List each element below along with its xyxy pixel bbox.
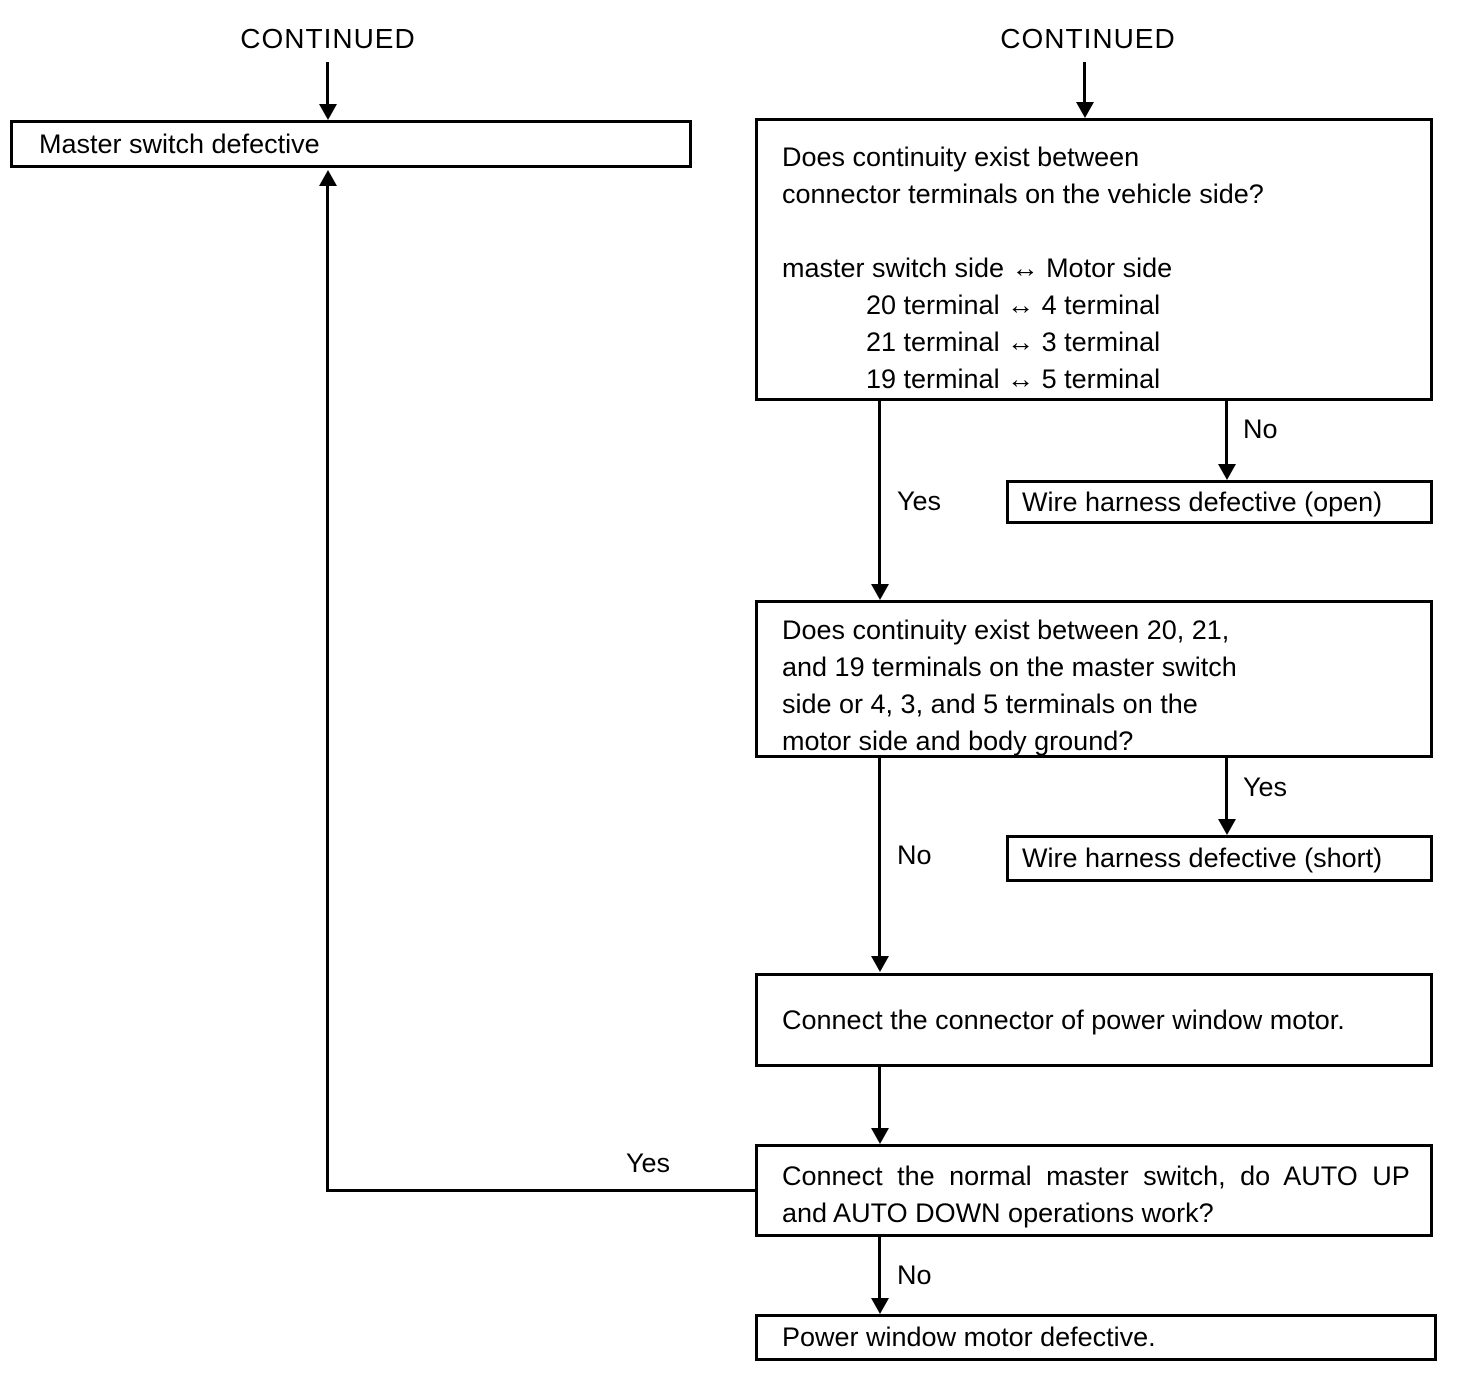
continued-left-arrow-line <box>326 62 329 108</box>
q1-no-arrowhead <box>1218 464 1236 480</box>
q2-no-arrowhead <box>871 956 889 972</box>
q1-yes-line <box>878 401 881 586</box>
q2-line1: Does continuity exist between 20, 21, <box>782 615 1230 645</box>
auto-operation-question-box <box>755 1144 1433 1237</box>
continued-left-arrowhead-down <box>319 104 337 120</box>
wire-harness-open-box <box>1006 480 1433 524</box>
q1-no-label: No <box>1243 414 1278 444</box>
return-line-horizontal <box>326 1189 756 1192</box>
action1-arrowhead <box>871 1128 889 1144</box>
q1-pair-row: 21 terminal ↔ 3 terminal <box>866 327 1161 357</box>
q2-yes-label: Yes <box>1243 772 1288 802</box>
q2-line2: and 19 terminals on the master switch <box>782 652 1237 682</box>
continuity-body-ground-box <box>755 600 1433 758</box>
continued-right-arrowhead-down <box>1076 102 1094 118</box>
q3-line1: Connect the normal master switch, do AUTO UP <box>782 1161 1410 1191</box>
q1-pair-row: 19 terminal ↔ 5 terminal <box>866 364 1161 394</box>
continued-label-right: CONTINUED <box>1000 23 1176 54</box>
q1-no-line <box>1225 401 1228 466</box>
return-line-vertical <box>326 184 329 1192</box>
continued-label-left: CONTINUED <box>240 23 416 54</box>
q1-line2: connector terminals on the vehicle side? <box>782 179 1264 209</box>
power-window-motor-defective-box <box>755 1314 1437 1361</box>
q1-line1: Does continuity exist between <box>782 142 1140 172</box>
action1-arrow-line <box>878 1067 881 1130</box>
q1-yes-arrowhead <box>871 584 889 600</box>
q2-line3: side or 4, 3, and 5 terminals on the <box>782 689 1198 719</box>
q2-line4: motor side and body ground? <box>782 726 1134 756</box>
return-yes-label: Yes <box>626 1148 671 1178</box>
q1-pairs-header: master switch side ↔ Motor side <box>782 253 1173 283</box>
wire-harness-short-box <box>1006 835 1433 882</box>
q3-no-label: No <box>897 1260 932 1290</box>
connect-motor-connector-box <box>755 973 1433 1067</box>
master-switch-defective-text: Master switch defective <box>39 128 320 159</box>
q2-yes-arrowhead <box>1218 819 1236 835</box>
q2-no-label: No <box>897 840 932 870</box>
continuity-vehicle-side-box <box>755 118 1433 401</box>
q1-spacer <box>782 213 1430 250</box>
master-switch-defective-box <box>10 120 692 168</box>
q2-no-line <box>878 758 881 958</box>
q3-no-line <box>878 1237 881 1300</box>
q1-pair-row: 20 terminal ↔ 4 terminal <box>866 290 1161 320</box>
wire-harness-short-text: Wire harness defective (short) <box>1022 843 1383 873</box>
q3-line2: and AUTO DOWN operations work? <box>782 1198 1214 1228</box>
wire-harness-open-text: Wire harness defective (open) <box>1022 486 1383 517</box>
q3-no-arrowhead <box>871 1298 889 1314</box>
q2-yes-line <box>1225 758 1228 821</box>
power-window-motor-defective-text: Power window motor defective. <box>782 1322 1156 1352</box>
connect-motor-connector-text: Connect the connector of power window motor. <box>782 1004 1345 1035</box>
q1-yes-label: Yes <box>897 486 942 516</box>
continued-right-arrow-line <box>1083 62 1086 106</box>
